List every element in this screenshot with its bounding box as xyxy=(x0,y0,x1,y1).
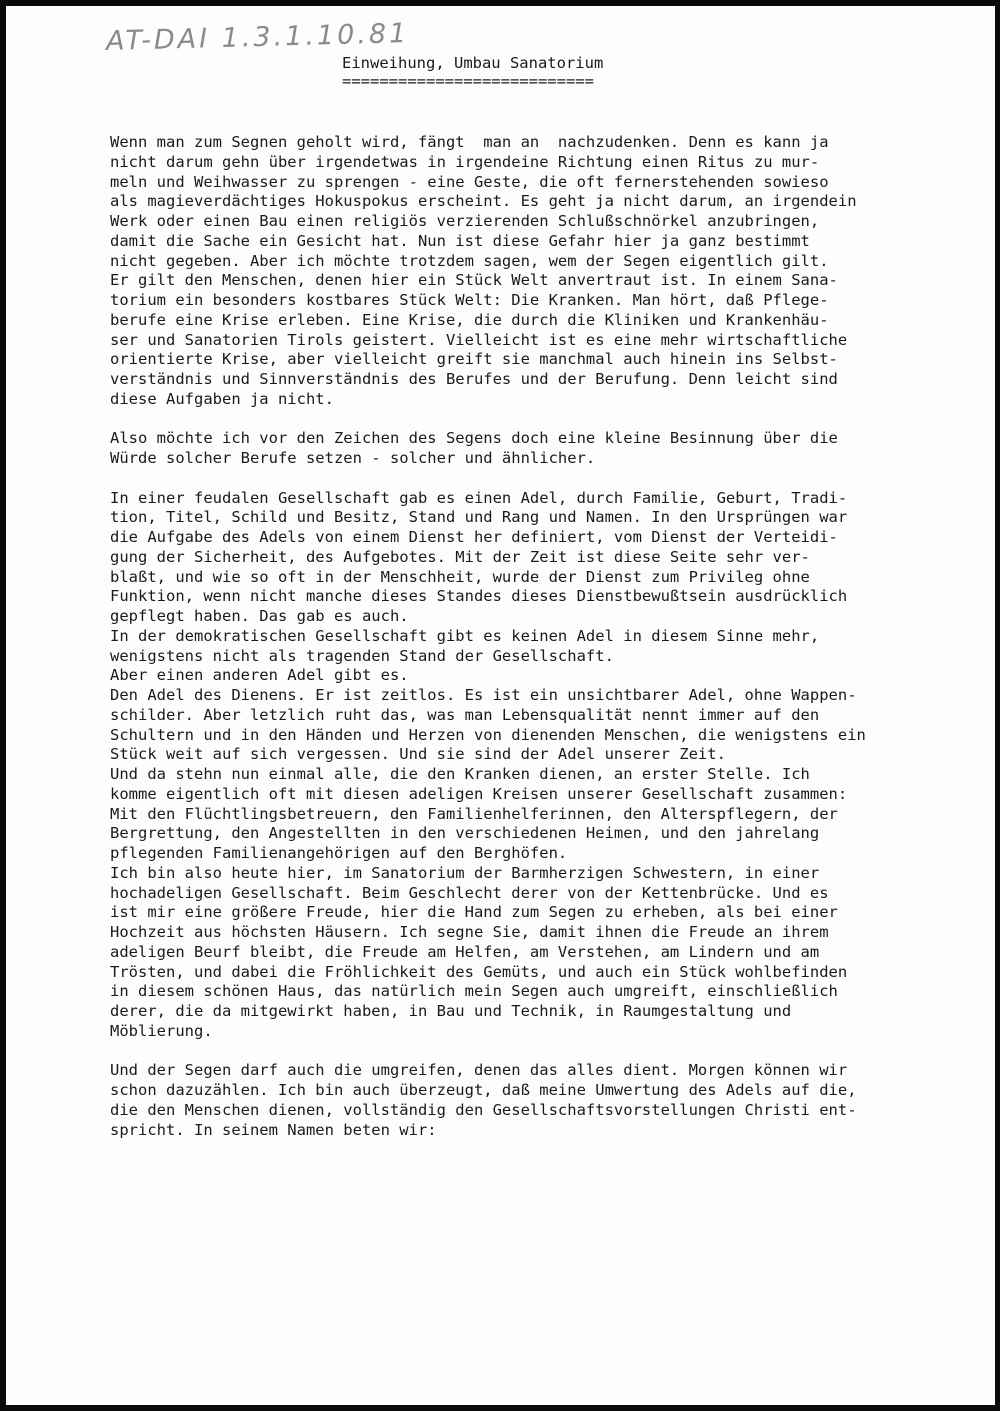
text-line: die den Menschen dienen, vollständig den Gesellschaftsvorstellungen Christi ent- xyxy=(110,1100,857,1119)
text-line: verständnis und Sinnverständnis des Berufes und der Berufung. Denn leicht sind xyxy=(110,370,838,388)
text-line: spricht. In seinem Namen beten wir: xyxy=(110,1120,437,1139)
text-line: adeligen Beurf bleibt, die Freude am Helfen, am Verstehen, am Lindern und am xyxy=(110,942,820,961)
paragraph xyxy=(110,1061,970,1140)
text-line: Trösten, und dabei die Fröhlichkeit des Gemüts, und auch ein Stück wohlbefinden xyxy=(110,962,848,981)
text-line: torium ein besonders kostbares Stück Welt: Die Kranken. Man hört, daß Pflege- xyxy=(110,291,829,309)
text-line: berufe eine Krise erleben. Eine Krise, die durch die Kliniken und Krankenhäu- xyxy=(110,310,829,329)
text-line: schilder. Aber letzlich ruht das, was man Lebensqualität nennt immer auf den xyxy=(110,705,820,724)
text-line: gung der Sicherheit, des Aufgebotes. Mit der Zeit ist diese Seite sehr ver- xyxy=(110,547,810,566)
text-line: damit die Sache ein Gesicht hat. Nun ist diese Gefahr hier ja ganz bestimmt xyxy=(110,231,810,250)
text-line: komme eigentlich oft mit diesen adeligen Kreisen unserer Gesellschaft zusammen: xyxy=(110,784,848,803)
text-line: Stück weit auf sich vergessen. Und sie sind der Adel unserer Zeit. xyxy=(110,745,726,764)
paragraph-gap xyxy=(110,469,970,489)
document-title: Einweihung, Umbau Sanatorium xyxy=(342,54,604,72)
text-line: in diesem schönen Haus, das natürlich mein Segen auch umgreift, einschließlich xyxy=(110,982,838,1001)
text-line: Aber einen anderen Adel gibt es. xyxy=(110,666,409,685)
title-underline: =========================== xyxy=(342,72,594,90)
text-line: Hochzeit aus höchsten Häusern. Ich segne Sie, damit ihnen die Freude an ihrem xyxy=(110,923,829,941)
text-line: nicht darum gehn über irgendetwas in irgendeine Richtung einen Ritus zu mur- xyxy=(110,152,820,171)
text-line: als magieverdächtiges Hokuspokus erscheint. Es geht ja nicht darum, an irgendein xyxy=(110,192,857,211)
text-line: Schultern und in den Händen und Herzen von dienenden Menschen, die wenigstens ein xyxy=(110,725,866,744)
paragraph xyxy=(110,429,970,469)
text-line: pflegenden Familienangehörigen auf den Berghöfen. xyxy=(110,844,568,862)
text-line: In einer feudalen Gesellschaft gab es einen Adel, durch Familie, Geburt, Tradi- xyxy=(110,488,848,507)
text-line: Möblierung. xyxy=(110,1021,213,1040)
archive-reference-handwritten: AT-DAI 1.3.1.10.81 xyxy=(105,18,410,57)
text-line: hochadeligen Gesellschaft. Beim Geschlecht derer von der Kettenbrücke. Und es xyxy=(110,883,829,902)
document-body xyxy=(110,133,970,1140)
text-line: Würde solcher Berufe setzen - solcher und ähnlicher. xyxy=(110,449,596,467)
text-line: meln und Weihwasser zu sprengen - eine Geste, die oft fernerstehenden sowieso xyxy=(110,172,829,191)
text-line: die Aufgabe des Adels von einem Dienst her definiert, vom Dienst der Verteidi- xyxy=(110,528,838,546)
text-line: schon dazuzählen. Ich bin auch überzeugt, daß meine Umwertung des Adels auf die, xyxy=(110,1081,857,1099)
text-line: derer, die da mitgewirkt haben, in Bau und Technik, in Raumgestaltung und xyxy=(110,1002,792,1020)
paragraph xyxy=(110,489,970,1042)
text-line: Er gilt den Menschen, denen hier ein Stück Welt anvertraut ist. In einem Sana- xyxy=(110,271,838,290)
text-line: nicht gegeben. Aber ich möchte trotzdem sagen, wem der Segen eigentlich gilt. xyxy=(110,251,829,270)
text-line: Und da stehn nun einmal alle, die den Kranken dienen, an erster Stelle. Ich xyxy=(110,765,810,783)
paragraph xyxy=(110,133,970,410)
paragraph-gap xyxy=(110,410,970,430)
text-line: Also möchte ich vor den Zeichen des Segens doch eine kleine Besinnung über die xyxy=(110,429,838,448)
document-page xyxy=(6,6,995,1405)
text-line: ist mir eine größere Freude, hier die Hand zum Segen zu erheben, als bei einer xyxy=(110,903,838,922)
text-line: ser und Sanatorien Tirols geistert. Vielleicht ist es eine mehr wirtschaftliche xyxy=(110,330,848,349)
text-line: In der demokratischen Gesellschaft gibt es keinen Adel in diesem Sinne mehr, xyxy=(110,626,820,645)
text-line: orientierte Krise, aber vielleicht greift sie manchmal auch hinein ins Selbst- xyxy=(110,350,838,369)
text-line: gepflegt haben. Das gab es auch. xyxy=(110,607,409,625)
text-line: Bergrettung, den Angestellten in den verschiedenen Heimen, und den jahrelang xyxy=(110,824,820,843)
text-line: Wenn man zum Segnen geholt wird, fängt man an nachzudenken. Denn es kann ja xyxy=(110,133,829,151)
paragraph-gap xyxy=(110,1042,970,1062)
text-line: Und der Segen darf auch die umgreifen, denen das alles dient. Morgen können wir xyxy=(110,1061,848,1080)
text-line: tion, Titel, Schild und Besitz, Stand und Rang und Namen. In den Ursprüngen war xyxy=(110,508,848,527)
text-line: Funktion, wenn nicht manche dieses Standes dieses Dienstbewußtsein ausdrücklich xyxy=(110,587,848,606)
text-line: wenigstens nicht als tragenden Stand der Gesellschaft. xyxy=(110,646,614,665)
text-line: Ich bin also heute hier, im Sanatorium der Barmherzigen Schwestern, in einer xyxy=(110,863,820,882)
text-line: Mit den Flüchtlingsbetreuern, den Familienhelferinnen, den Alterspflegern, der xyxy=(110,804,838,823)
text-line: diese Aufgaben ja nicht. xyxy=(110,389,334,408)
text-line: Den Adel des Dienens. Er ist zeitlos. Es ist ein unsichtbarer Adel, ohne Wappen- xyxy=(110,686,857,704)
text-line: Werk oder einen Bau einen religiös verzierenden Schlußschnörkel anzubringen, xyxy=(110,212,820,230)
text-line: blaßt, und wie so oft in der Menschheit, wurde der Dienst zum Privileg ohne xyxy=(110,567,810,586)
